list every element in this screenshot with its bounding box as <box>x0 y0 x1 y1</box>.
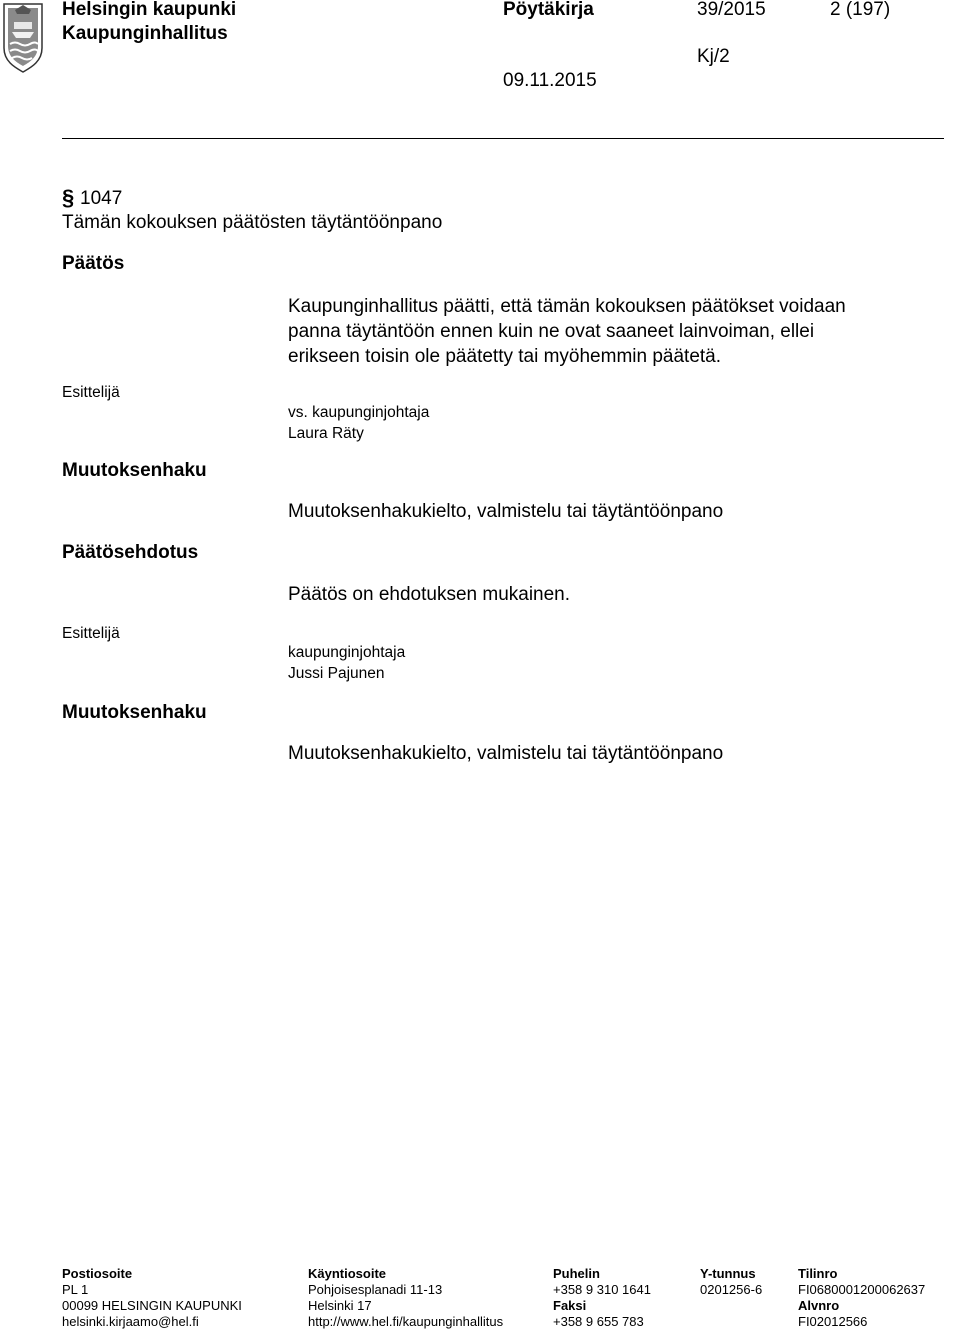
footer-label: Käyntiosoite <box>308 1266 387 1281</box>
footer-value: PL 1 <box>62 1282 89 1297</box>
section-sign-icon: § <box>62 185 75 210</box>
decision-text-line: Kaupunginhallitus päätti, että tämän kokouksen päätökset voidaan <box>288 296 846 317</box>
decision-presenter-label: Esittelijä <box>62 384 120 401</box>
presenter-name: Laura Räty <box>288 425 364 442</box>
proposal-heading: Päätösehdotus <box>62 542 199 563</box>
footer-phone <box>553 1266 651 1330</box>
footer-label: Tilinro <box>798 1266 838 1281</box>
footer-label: Postiosoite <box>62 1266 133 1281</box>
presenter-title: kaupunginjohtaja <box>288 644 406 661</box>
footer-label: Y-tunnus <box>700 1266 756 1281</box>
footer-account <box>798 1266 925 1330</box>
footer-value: +358 9 655 783 <box>553 1314 644 1329</box>
decision-presenter <box>288 402 429 444</box>
organization-name: Helsingin kaupunki <box>62 0 237 20</box>
decision-appeal-text: Muutoksenhakukielto, valmistelu tai täytäntöönpano <box>288 501 724 522</box>
footer-value: FI02012566 <box>798 1314 868 1329</box>
footer-value: 00099 HELSINGIN KAUPUNKI <box>62 1298 242 1313</box>
proposal-appeal-label: Muutoksenhaku <box>62 702 207 723</box>
reference-code: Kj/2 <box>697 46 730 67</box>
meeting-date: 09.11.2015 <box>503 70 597 91</box>
proposal-presenter-label: Esittelijä <box>62 625 120 642</box>
document-type: Pöytäkirja <box>503 0 594 20</box>
decision-appeal-label: Muutoksenhaku <box>62 460 207 481</box>
meeting-number: 39/2015 <box>697 0 766 20</box>
footer-label: Alvnro <box>798 1298 840 1313</box>
proposal-appeal-text: Muutoksenhakukielto, valmistelu tai täytäntöönpano <box>288 743 724 764</box>
footer-business-id <box>700 1266 762 1298</box>
footer-value: +358 9 310 1641 <box>553 1282 651 1297</box>
footer-url: http://www.hel.fi/kaupunginhallitus <box>308 1314 504 1329</box>
footer-visiting-address <box>308 1266 503 1330</box>
footer-value: FI0680001200062637 <box>798 1282 926 1297</box>
proposal-text: Päätös on ehdotuksen mukainen. <box>288 584 571 605</box>
header-divider <box>62 138 944 139</box>
page-number: 2 (197) <box>830 0 891 20</box>
decision-text-line: erikseen toisin ole päätetty tai myöhemmin päätetä. <box>288 346 722 367</box>
proposal-presenter <box>288 642 405 684</box>
presenter-title: vs. kaupunginjohtaja <box>288 404 430 421</box>
decision-text-line: panna täytäntöön ennen kuin ne ovat saaneet lainvoiman, ellei <box>288 321 815 342</box>
helsinki-coat-of-arms-logo <box>2 2 44 74</box>
footer-label: Faksi <box>553 1298 587 1313</box>
footer-label: Puhelin <box>553 1266 600 1281</box>
presenter-name: Jussi Pajunen <box>288 665 385 682</box>
footer-value: Pohjoisesplanadi 11-13 <box>308 1282 443 1297</box>
item-number: 1047 <box>80 188 123 209</box>
footer-email: helsinki.kirjaamo@hel.fi <box>62 1314 199 1329</box>
item-title: Tämän kokouksen päätösten täytäntöönpano <box>62 212 443 233</box>
footer-postal-address <box>62 1266 242 1330</box>
decision-text <box>288 294 846 369</box>
body-name: Kaupunginhallitus <box>62 23 228 44</box>
footer-value: 0201256-6 <box>700 1282 763 1297</box>
decision-heading: Päätös <box>62 253 125 274</box>
footer-value: Helsinki 17 <box>308 1298 372 1313</box>
